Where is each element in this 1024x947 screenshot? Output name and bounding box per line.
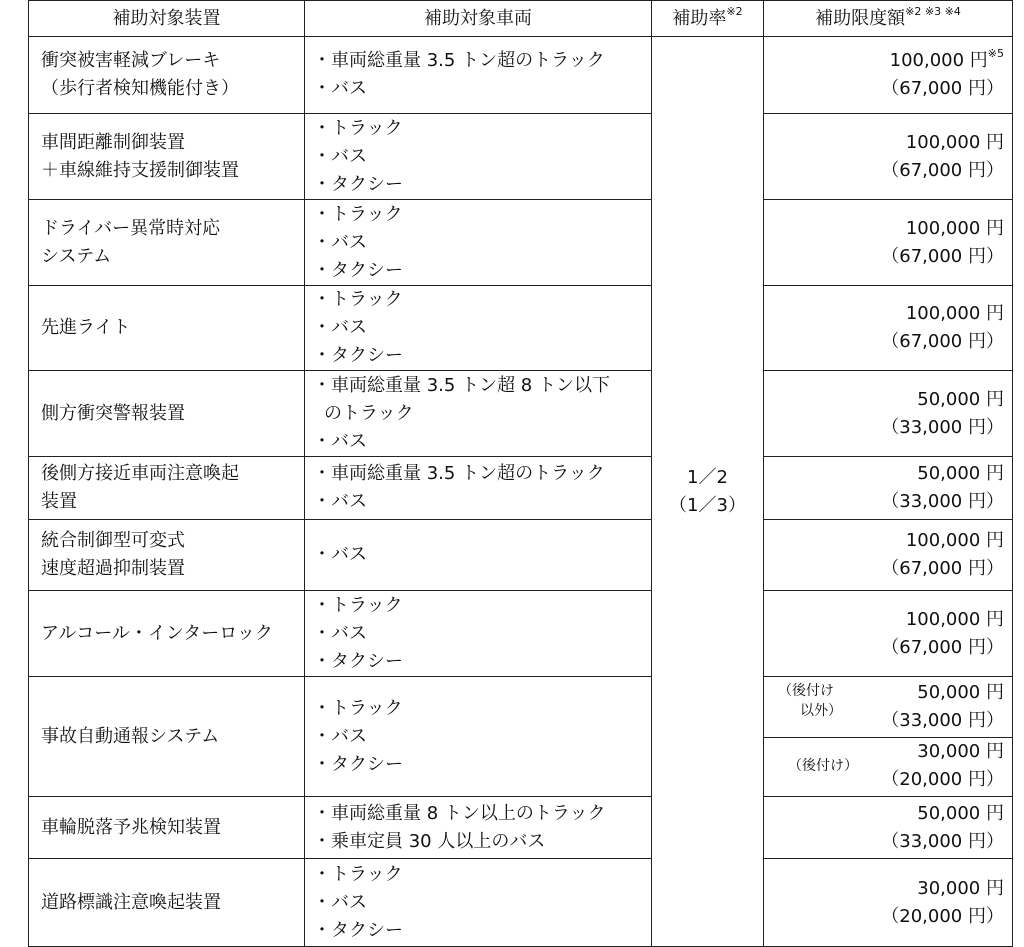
device-line: ＋車線維持支援制御装置 [41,159,239,181]
amount-sub-value: （20,000 円） [881,769,1004,791]
vehicle-line: ・バス [313,231,367,253]
amount-value: 100,000 円 [905,608,1004,630]
table-row [29,114,1013,200]
device-cell [29,859,305,947]
device-line: 速度超過抑制装置 [41,558,185,579]
amount-line [764,215,1004,243]
amount-cell [764,859,1013,947]
header-rate-note: ※2 [726,4,743,18]
amount-retrofit [764,737,1012,797]
amount-cell [764,591,1013,677]
amount-note: ※5 [987,47,1004,60]
amount-sub-value: （67,000 円） [881,331,1004,352]
device-cell [29,286,305,371]
vehicle-line: ・トラック [313,594,403,616]
amount-value: 30,000 円 [917,877,1004,899]
device-cell [29,37,305,114]
device-line: 後側方接近車両注意喚起 [41,463,239,484]
vehicle-line: ・トラック [313,117,403,139]
vehicle-cell [305,457,652,520]
vehicle-line: ・タクシー [313,259,403,281]
amount-line [764,129,1004,157]
amount-cell [764,286,1013,371]
amount-line [764,47,1004,75]
vehicle-cell [305,520,652,591]
amount-values [881,738,1004,794]
device-line: ドライバー異常時対応 [41,217,221,239]
amount-value: 100,000 円 [905,530,1004,551]
device-line: 車間距離制御装置 [41,131,185,153]
device-cell [29,457,305,520]
vehicle-line: ・タクシー [313,753,403,775]
amount-sub-value: （33,000 円） [881,830,1004,852]
vehicle-line: ・バス [313,725,367,747]
table-row [29,677,1013,797]
amount-sub-value: （67,000 円） [881,636,1004,658]
device-line: 統合制御型可変式 [41,530,185,551]
vehicle-line: ・トラック [313,289,403,310]
header-limit: 補助限度額$^{※2 ※3 ※4}$ [764,1,1013,37]
amount-sub-value: （33,000 円） [881,416,1004,438]
amount-retrofit-excluded [764,677,1012,738]
amount-cell [764,200,1013,286]
amount-line [764,527,1004,555]
vehicle-line: ・トラック [313,697,403,719]
table-row [29,286,1013,371]
device-cell [29,200,305,286]
vehicle-line: ・タクシー [313,345,403,366]
header-device: 補助対象装置 [29,1,305,37]
vehicle-line: ・トラック [313,863,403,885]
amount-value: 30,000 円 [917,741,1004,763]
device-cell [29,520,305,591]
amount-value: 50,000 円 [917,463,1004,484]
device-line: 側方衝突警報装置 [41,402,185,424]
amount-cell [764,114,1013,200]
amount-line [764,300,1004,328]
vehicle-line: ・タクシー [313,919,403,941]
amount-value: 100,000 円 [905,303,1004,324]
vehicle-line: ・トラック [313,203,403,225]
qualifier-label [788,756,858,776]
vehicle-cell [305,371,652,457]
table-row [29,200,1013,286]
amount-sub-value: （33,000 円） [881,491,1004,512]
amount-value: 100,000 円 [905,131,1004,153]
device-line: 車輪脱落予兆検知装置 [41,816,221,838]
amount-cell [764,520,1013,591]
vehicle-line: ・車両総重量 3.5 トン超 8 トン以下 [313,374,610,396]
amount-cell-split [764,677,1013,797]
vehicle-line: ・バス [313,544,367,565]
amount-value: 50,000 円 [917,802,1004,824]
table-row [29,457,1013,520]
vehicle-line: ・タクシー [313,650,403,672]
amount-line [764,386,1004,414]
header-vehicle: 補助対象車両 [305,1,652,37]
device-cell [29,371,305,457]
table-body [29,37,1013,947]
table-row [29,797,1013,859]
amount-cell [764,371,1013,457]
qualifier-line: 以外） [800,703,842,719]
header-limit-notes: ※2 ※3 ※4 [905,4,961,18]
rate-sub: （1／3） [669,494,746,516]
vehicle-line: ・車両総重量 3.5 トン超のトラック [313,50,605,71]
vehicle-cell [305,591,652,677]
amount-sub-value: （67,000 円） [881,78,1004,99]
amount-cell [764,797,1013,859]
qualifier-line: （後付け [778,683,834,699]
amount-line [764,800,1004,828]
vehicle-line: ・車両総重量 3.5 トン超のトラック [313,463,605,484]
vehicle-line: ・バス [313,430,367,452]
device-line: 装置 [41,491,77,512]
vehicle-cell [305,797,652,859]
vehicle-line: ・バス [313,145,367,167]
vehicle-line: ・バス [313,622,367,644]
header-row [29,1,1013,37]
amount-value: 100,000 円 [905,217,1004,239]
vehicle-line: ・車両総重量 8 トン以上のトラック [313,802,606,824]
table-row [29,37,1013,114]
rate-main: 1／2 [687,466,728,488]
vehicle-cell [305,677,652,797]
subsidy-table [28,0,1013,947]
device-line: システム [41,245,112,267]
qualifier-label [778,681,842,721]
table-row [29,520,1013,591]
table-row [29,591,1013,677]
amount-cell [764,457,1013,520]
amount-value: 100,000 円 [889,50,988,71]
device-line: 先進ライト [41,317,131,338]
amount-sub-value: （67,000 円） [881,558,1004,579]
device-line: 事故自動通報システム [41,725,220,747]
amount-line [764,875,1004,903]
amount-value: 50,000 円 [917,388,1004,410]
vehicle-cell [305,200,652,286]
amount-sub-value: （20,000 円） [881,905,1004,927]
amount-line [764,606,1004,634]
amount-line [764,460,1004,488]
vehicle-line: ・タクシー [313,173,403,195]
amount-split [764,677,1012,796]
amount-sub-value: （67,000 円） [881,159,1004,181]
device-line: （歩行者検知機能付き） [41,78,239,99]
device-cell [29,591,305,677]
amount-sub-value: （33,000 円） [881,709,1004,731]
vehicle-cell [305,286,652,371]
header-rate: 補助率$^{※2}$ [652,1,764,37]
vehicle-line: ・バス [313,317,367,338]
device-cell [29,797,305,859]
vehicle-line: ・バス [313,78,367,99]
vehicle-cell [305,859,652,947]
device-cell [29,677,305,797]
device-line: 道路標識注意喚起装置 [41,891,221,913]
vehicle-line: ・バス [313,891,367,913]
vehicle-cell [305,37,652,114]
device-cell [29,114,305,200]
vehicle-line: ・乗車定員 30 人以上のバス [313,830,546,852]
qualifier-line: （後付け） [788,758,858,775]
rate-cell [652,37,764,947]
table-row [29,371,1013,457]
vehicle-cell [305,114,652,200]
device-line: アルコール・インターロック [41,622,273,644]
vehicle-line: のトラック [324,402,414,424]
amount-sub-value: （67,000 円） [881,245,1004,267]
vehicle-line: ・バス [313,491,367,512]
amount-values [881,679,1004,735]
amount-value: 50,000 円 [917,681,1004,703]
amount-cell [764,37,1013,114]
table-row [29,859,1013,947]
device-line: 衝突被害軽減ブレーキ [41,50,221,71]
